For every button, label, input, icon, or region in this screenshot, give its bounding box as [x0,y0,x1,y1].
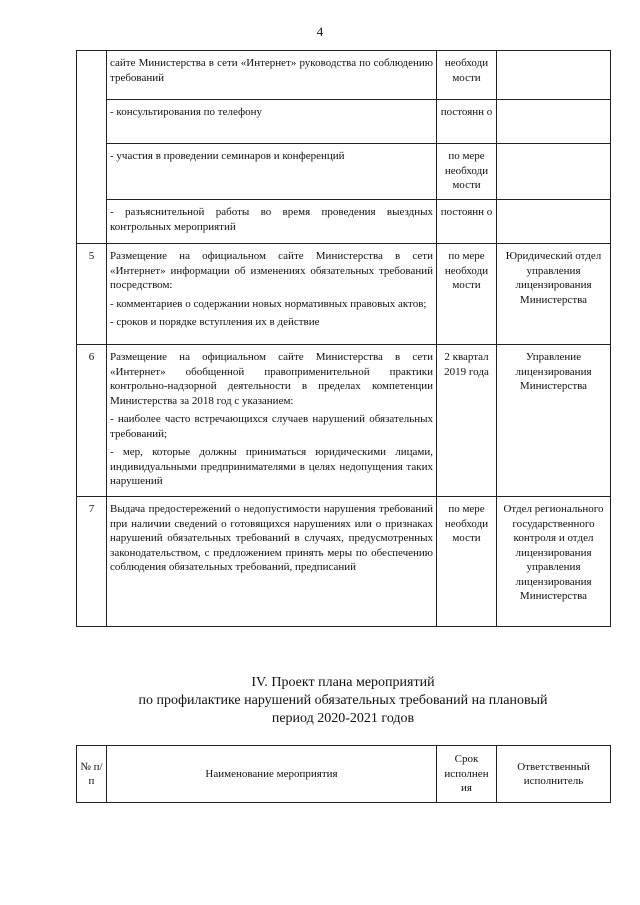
row-number: 7 [77,497,107,627]
header-term: Срок исполнен ия [437,746,497,803]
row-number [77,51,107,244]
row-executor: Юридический отдел управления лицензирования Министерства [497,244,611,345]
table-row [77,100,611,144]
description-paragraph: Размещение на официальном сайте Министерства в сети «Интернет» обобщенной правоприменительной практики контрольно-надзорной деятельности в пределах компетенции Министерства за 2018 год с указанием: [110,351,433,407]
header-executor: Ответственный исполнитель [497,746,611,803]
row-executor [497,200,611,244]
header-num: № п/п [77,746,107,803]
row-description [107,51,437,100]
activities-table [76,50,611,627]
description-paragraph: Выдача предостережений о недопустимости нарушения требований при наличии сведений о готовящихся нарушениях или о признаках нарушений обязательных требований в случаях, предусмотренных законодательством, с предложением принять меры по обеспечению соблюдения обязательных требований, предписаний [110,503,433,573]
table-row [77,497,611,627]
row-term: необходи мости [437,51,497,100]
row-description [107,244,437,345]
row-term: по мере необходи мости [437,244,497,345]
description-paragraph: - наиболее часто встречающихся случаев нарушений обязательных требований; [110,413,433,440]
section-heading-line-1: IV. Проект плана мероприятий [251,675,435,690]
plan-table-header-row [77,746,611,803]
table-row [77,244,611,345]
description-paragraph: - сроков и порядке вступления их в действие [110,316,320,328]
plan-table [76,745,611,803]
description-paragraph: - комментариев о содержании новых нормативных правовых актов; [110,297,427,310]
description-paragraph: сайте Министерства в сети «Интернет» руководства по соблюдению требований [110,57,433,84]
row-executor: Управление лицензирования Министерства [497,345,611,497]
section-heading-line-3: период 2020-2021 годов [271,711,415,726]
table-row [77,51,611,100]
row-description [107,345,437,497]
description-paragraph: - разъяснительной работы во время проведения выездных контрольных мероприятий [110,206,433,233]
row-executor [497,100,611,144]
table-row [77,200,611,244]
row-description [107,497,437,627]
row-description [107,200,437,244]
description-paragraph: - участия в проведении семинаров и конференций [110,150,345,162]
section-heading-line-2: по профилактике нарушений обязательных требований на плановый [138,693,548,708]
description-paragraph: - мер, которые должны приниматься юридическими лицами, индивидуальными предпринимателями в целях недопущения таких нарушений [110,446,433,487]
row-number: 6 [77,345,107,497]
row-executor: Отдел регионального государственного контроля и отдел лицензирования управления лицензирования Министерства [497,497,611,627]
row-term: по мере необходи мости [437,497,497,627]
row-number: 5 [77,244,107,345]
row-description [107,100,437,144]
activities-table-body [77,51,611,627]
row-executor [497,51,611,100]
table-row [77,345,611,497]
row-term: постоянн о [437,200,497,244]
header-activity: Наименование мероприятия [107,746,437,803]
description-paragraph: Размещение на официальном сайте Министерства в сети «Интернет» информации об изменениях обязательных требований посредством: [110,250,433,291]
row-term: по мере необходи мости [437,144,497,200]
row-term: постоянн о [437,100,497,144]
row-term: 2 квартал 2019 года [437,345,497,497]
section-heading [76,674,610,728]
page-number: 4 [316,24,324,39]
row-description [107,144,437,200]
description-paragraph: - консультирования по телефону [110,106,262,118]
table-row [77,144,611,200]
row-executor [497,144,611,200]
